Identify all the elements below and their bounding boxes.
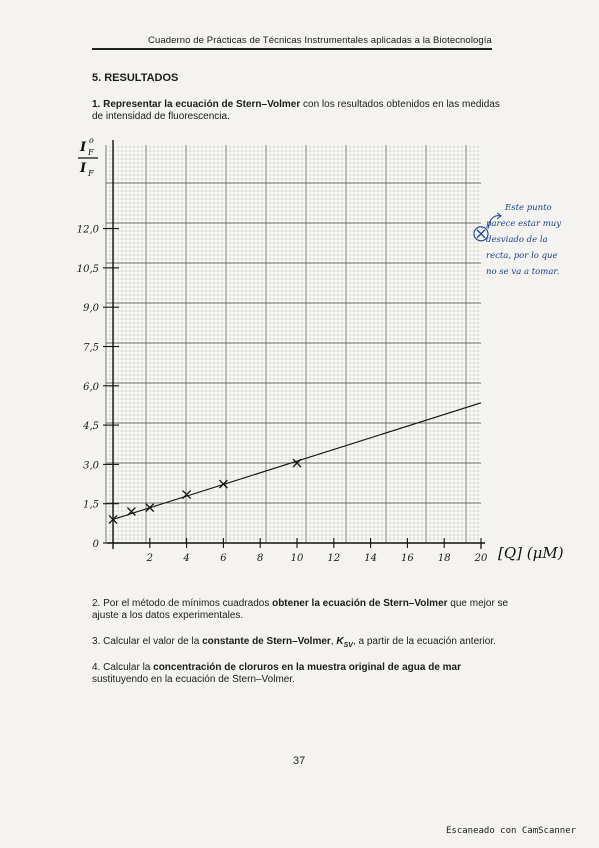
question-4-bold: concentración de cloruros en la muestra original de agua de mar [153,662,462,673]
question-2 [92,598,512,622]
ksv-subscript: SV [343,642,353,649]
y-tick-label: 10,5 [76,263,99,275]
annotation-line: no se va a tomar. [486,267,560,277]
page-number: 37 [293,755,306,767]
ksv-symbol: K [336,636,344,647]
question-2-text-post: que mejor se ajuste a los datos experimentales. [92,598,509,621]
page-header-title: Cuaderno de Prácticas de Técnicas Instrumentales aplicadas a la Biotecnología [148,35,492,46]
section-title: 5. RESULTADOS [92,72,179,84]
x-axis-label: [Q] (μM) [498,544,564,562]
x-tick-label: 2 [146,553,153,564]
annotation-line: Este punto [505,203,552,213]
y-tick-label: 0 [92,539,99,550]
y-tick-label: 1,5 [83,499,99,511]
y-tick-label: 9,0 [83,303,99,315]
x-tick-label: 20 [474,553,488,564]
question-2-bold: obtener la ecuación de Stern–Volmer [272,598,448,609]
y-axis-label-numerator: I [80,140,87,155]
annotation-line: recta, por lo que [486,251,558,261]
y-tick-label: 4,5 [83,421,99,433]
question-3-text-pre: 3. Calcular el valor de la [92,636,203,647]
question-2-text-pre: 2. Por el método de mínimos cuadrados [92,598,273,609]
y-tick-label: 7,5 [83,342,99,354]
x-tick-label: 18 [437,553,451,564]
question-4 [92,662,512,686]
y-tick-label: 3,0 [83,460,99,472]
question-1-number: 1. [92,99,101,110]
graph-grid [106,145,481,543]
question-4-text-pre: 4. Calcular la [92,662,154,673]
scanner-credit: Escaneado con CamScanner [446,826,577,836]
annotation-line: desviado de la [486,235,548,245]
y-axis-label-numerator-sub: F [88,148,94,157]
x-tick-label: 16 [401,553,414,564]
x-tick-label: 14 [364,553,377,564]
question-4-text-post: sustituyendo en la ecuación de Stern–Volmer. [92,674,295,685]
question-1-text: con los resultados obtenidos en las medidas de intensidad de fluorescencia. [92,99,500,122]
graph-annotation [486,203,561,277]
x-tick-label: 6 [220,553,227,564]
question-1-bold: Representar la ecuación de Stern–Volmer [103,99,301,110]
question-3 [92,636,512,652]
question-3-text-post: , a partir de la ecuación anterior. [352,636,496,647]
y-tick-label: 6,0 [83,381,99,393]
x-tick-label: 12 [327,553,341,564]
x-tick-label: 4 [183,553,190,564]
question-3-bold: constante de Stern–Volmer [202,636,331,647]
grid-paper [106,145,481,543]
question-3-text-mid: , [330,636,337,647]
y-axis-label-denominator: I [80,161,87,176]
x-tick-label: 10 [290,553,304,564]
y-tick-label: 12,0 [76,224,99,236]
y-axis-label-denominator-sub: F [88,169,94,178]
annotation-line: parece estar muy [486,219,562,229]
x-tick-label: 8 [257,553,264,564]
y-axis-label-numerator-sup: o [89,136,94,145]
